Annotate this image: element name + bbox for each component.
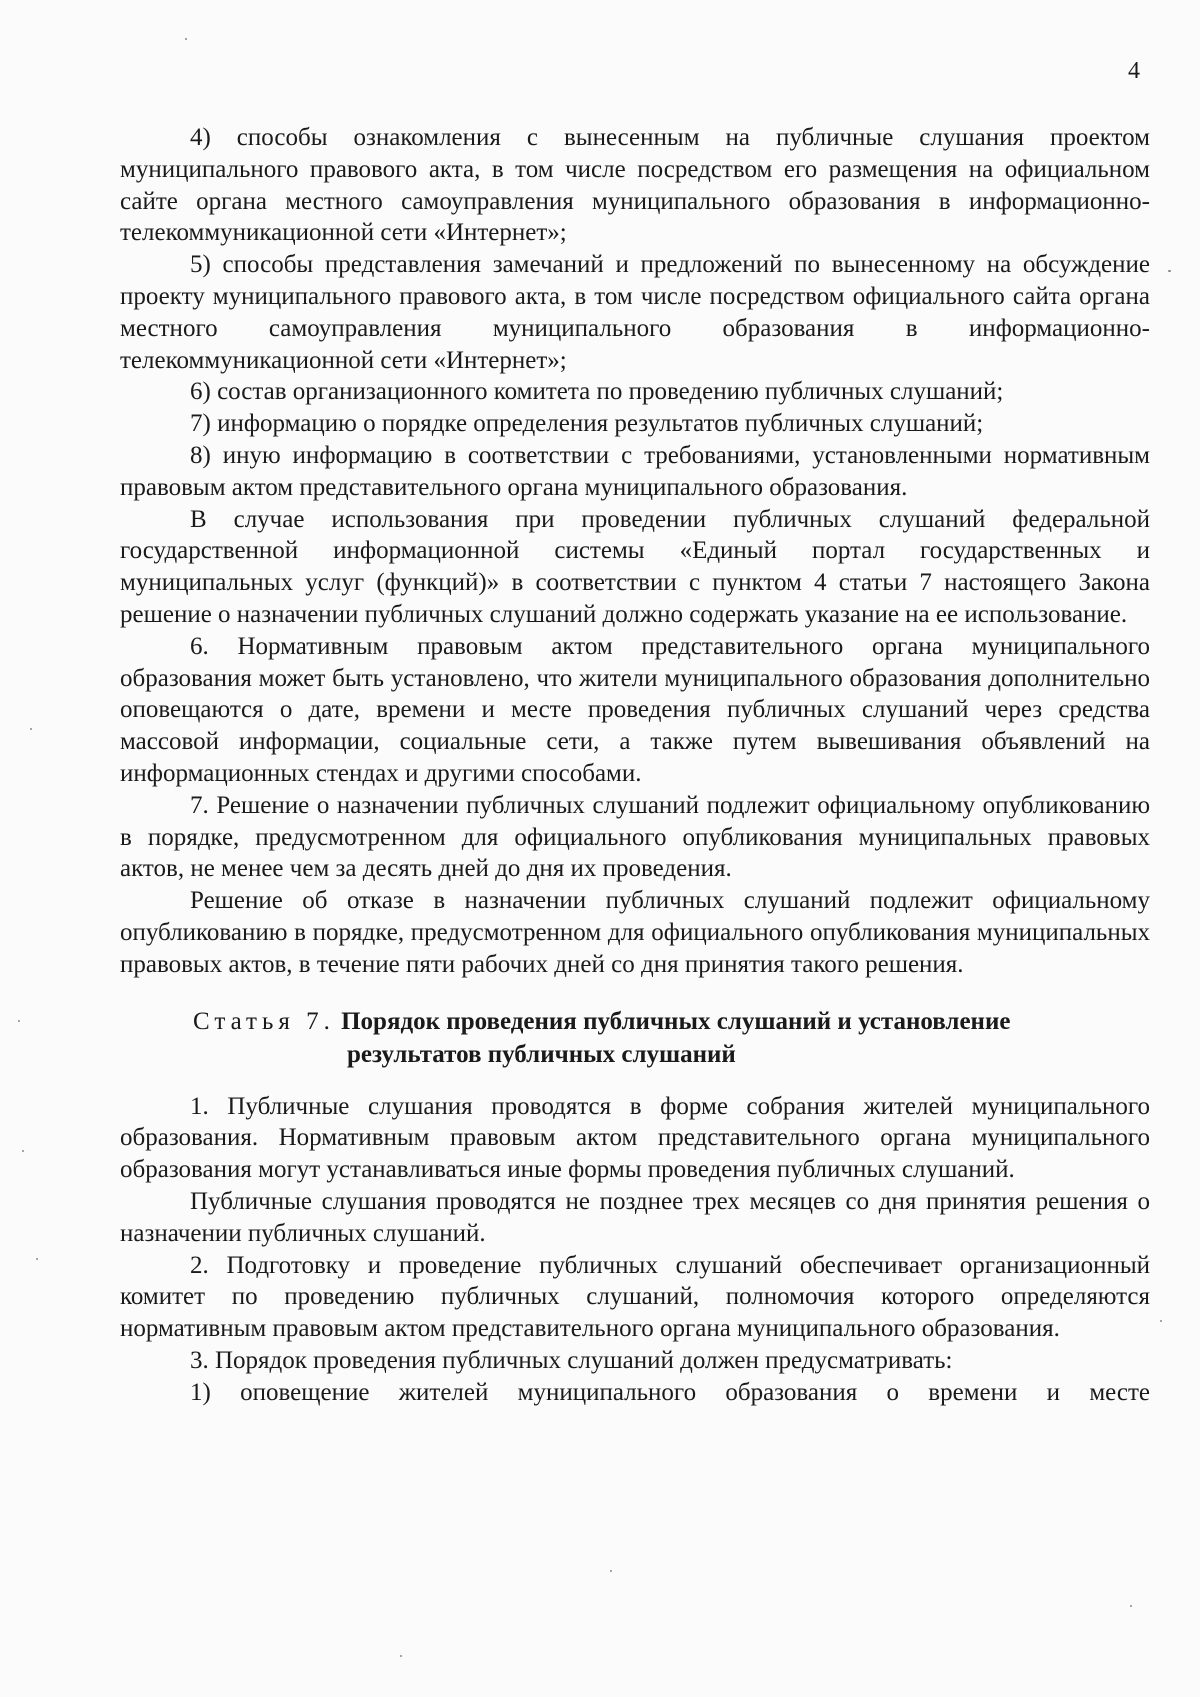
paragraph-deadline: Публичные слушания проводятся не позднее трех месяцев со дня принятия решения о назначении публичных слушаний.: [120, 1187, 1150, 1247]
page-number: 4: [1128, 58, 1140, 84]
paragraph-item-5: 5) способы представления замечаний и предложений по вынесенному на обсуждение проекту муниципального правового акта, в том числе посредством официального сайта органа местного самоуправления муниципального образования в информационно-телекоммуникационной сети «Интернет»;: [120, 251, 1150, 374]
paragraph-item-6: 6) состав организационного комитета по проведению публичных слушаний;: [190, 378, 1004, 406]
scan-speck: [185, 38, 187, 40]
scan-speck: [1168, 270, 1171, 272]
article-heading-line-1: [120, 1005, 1150, 1038]
scan-speck: [1130, 1605, 1132, 1607]
paragraph-point-6: 6. Нормативным правовым актом представительного органа муниципального образования может быть установлено, что жители муниципального образования дополнительно оповещаются о дате, времени и месте проведения публичных слушаний через средства массовой информации, социальные сети, а также путем вывешивания объявлений на информационных стендах и другими способами.: [120, 632, 1150, 787]
paragraph-point-3: 3. Порядок проведения публичных слушаний должен предусматривать:: [190, 1346, 953, 1374]
scan-speck: [18, 1020, 20, 1022]
paragraph-point-1: 1. Публичные слушания проводятся в форме собрания жителей муниципального образования. Нормативным правовым актом представительного органа муниципального образования могут устанавливаться иные формы проведения публичных слушаний.: [120, 1092, 1150, 1184]
scan-speck: [610, 1570, 612, 1572]
article-heading: [120, 1005, 1150, 1071]
paragraph-point-7: 7. Решение о назначении публичных слушаний подлежит официальному опубликованию в порядке, предусмотренном для официального опубликования муниципальных правовых актов, не менее чем за десять дней до дня их проведения.: [120, 791, 1150, 883]
paragraph-point-2: 2. Подготовку и проведение публичных слушаний обеспечивает организационный комитет по проведению публичных слушаний, полномочия которого определяются нормативным правовым актом представительного органа муниципального образования.: [120, 1251, 1150, 1343]
scan-speck: [400, 1655, 402, 1657]
paragraph-refusal-publication: Решение об отказе в назначении публичных слушаний подлежит официальному опубликованию в порядке, предусмотренном для официального опубликования муниципальных правовых актов, в течение пяти рабочих дней со дня принятия такого решения.: [120, 887, 1150, 978]
paragraph-subitem-1: 1) оповещение жителей муниципального образования о времени и месте: [190, 1378, 1150, 1406]
paragraph-epgu-usage: В случае использования при проведении публичных слушаний федеральной государственной информационной системы «Единый портал государственных и муниципальных услуг (функций)» в соответствии с пунктом 4 статьи 7 настоящего Закона решение о назначении публичных слушаний должно содержать указание на ее использование.: [120, 505, 1150, 628]
scan-speck: [1160, 1320, 1162, 1322]
document-body: [120, 122, 1150, 1408]
scan-speck: [36, 1258, 38, 1260]
article-title-line-2: результатов публичных слушаний: [347, 1040, 736, 1068]
scan-speck: [30, 728, 32, 730]
article-title-line-1: Порядок проведения публичных слушаний и установление: [341, 1007, 1011, 1035]
scan-speck: [22, 1150, 24, 1152]
article-label: Статья 7.: [193, 1007, 335, 1035]
paragraph-item-8: 8) иную информацию в соответствии с требованиями, установленными нормативным правовым актом представительного органа муниципального образования.: [120, 441, 1150, 501]
paragraph-item-7: 7) информацию о порядке определения результатов публичных слушаний;: [190, 410, 984, 438]
paragraph-item-4: 4) способы ознакомления с вынесенным на публичные слушания проектом муниципального правового акта, в том числе посредством его размещения на официальном сайте органа местного самоуправления муниципального образования в информационно-телекоммуникационной сети «Интернет»;: [120, 124, 1150, 247]
